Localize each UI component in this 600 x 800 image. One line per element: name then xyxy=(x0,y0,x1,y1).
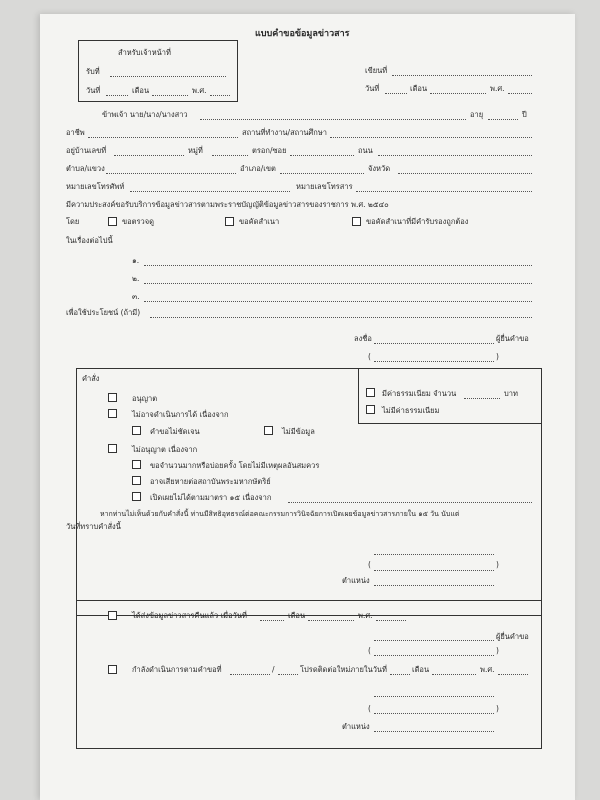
no-data-checkbox[interactable] xyxy=(264,426,273,435)
come-back-year-label: พ.ศ. xyxy=(480,665,495,674)
delivery-name-field[interactable] xyxy=(374,655,494,656)
staff-year-field[interactable] xyxy=(210,95,230,96)
reason2-label: อาจเสียหายต่อสถาบันพระมหากษัตริย์ xyxy=(150,477,271,486)
approve-checkbox[interactable] xyxy=(108,393,117,402)
reason3-field[interactable] xyxy=(288,502,532,503)
delivery-signature-field[interactable] xyxy=(374,640,494,641)
staff-received-no-field[interactable] xyxy=(110,76,226,77)
fax-label: หมายเลขโทรสาร xyxy=(296,182,353,191)
date-label: วันที่ xyxy=(365,84,380,93)
come-back-month-label: เดือน xyxy=(412,665,430,674)
staff-month-field[interactable] xyxy=(152,95,188,96)
cannot-proceed-checkbox[interactable] xyxy=(108,409,117,418)
appeal-text-line2: วันที่ทราบคำสั่งนี้ xyxy=(66,522,121,531)
delivery-paren-close: ) xyxy=(496,646,499,655)
tambon-field[interactable] xyxy=(106,173,236,174)
house-no-field[interactable] xyxy=(114,155,184,156)
officer-paren-open: ( xyxy=(368,560,371,569)
occupation-label: อาชีพ xyxy=(66,128,85,137)
staff-date-field[interactable] xyxy=(106,95,128,96)
officer-name-field[interactable] xyxy=(374,570,494,571)
appeal-text-line1: หากท่านไม่เห็นด้วยกับคำสั่งนี้ ท่านมีสิทธิอุทธรณ์ต่อคณะกรรมการวินิจฉัยการเปิดเผยข้อมูลข่าวสารภายใน ๑๕ วัน นับแต่ xyxy=(100,510,460,518)
cannot-proceed-label: ไม่อาจดำเนินการได้ เนื่องจาก xyxy=(132,410,229,419)
regarding-label: ในเรื่องต่อไปนี้ xyxy=(66,236,113,245)
item1-number: ๑. xyxy=(132,256,140,265)
copy-label: ขอคัดสำเนา xyxy=(239,217,280,226)
staff-date-label: วันที่ xyxy=(86,86,101,95)
year-label: พ.ศ. xyxy=(490,84,505,93)
use-for-field[interactable] xyxy=(150,317,532,318)
inspect-label: ขอตรวจดู xyxy=(122,217,155,226)
amphoe-label: อำเภอ/เขต xyxy=(240,164,276,173)
month-label: เดือน xyxy=(410,84,428,93)
applicant-label: ข้าพเจ้า นาย/นาง/นางสาว xyxy=(102,110,188,119)
applicant-name-field[interactable] xyxy=(200,119,466,120)
delivery-paren-open: ( xyxy=(368,646,371,655)
month-field[interactable] xyxy=(430,93,486,94)
certified-copy-checkbox[interactable] xyxy=(352,217,361,226)
by-label: โดย xyxy=(66,217,80,226)
come-back-date-field[interactable] xyxy=(390,674,410,675)
fee-unit: บาท xyxy=(504,389,518,398)
not-clear-checkbox[interactable] xyxy=(132,426,141,435)
officer-position-field[interactable] xyxy=(374,585,494,586)
inspect-checkbox[interactable] xyxy=(108,217,117,226)
age-field[interactable] xyxy=(488,119,518,120)
no-data-label: ไม่มีข้อมูล xyxy=(282,427,315,436)
moo-label: หมู่ที่ xyxy=(188,146,203,155)
no-fee-label: ไม่มีค่าธรรมเนียม xyxy=(382,406,440,415)
age-unit: ปี xyxy=(522,110,527,119)
province-label: จังหวัด xyxy=(368,164,391,173)
processing-signature-field[interactable] xyxy=(374,696,494,697)
road-field[interactable] xyxy=(378,155,532,156)
requester-name-field[interactable] xyxy=(374,361,494,362)
fee-checkbox[interactable] xyxy=(366,388,375,397)
sent-date-field[interactable] xyxy=(260,620,284,621)
request-year-field[interactable] xyxy=(278,674,298,675)
staff-received-no-label: รับที่ xyxy=(86,67,100,76)
reason2-checkbox[interactable] xyxy=(132,476,141,485)
come-back-label: โปรดติดต่อใหม่ภายในวันที่ xyxy=(300,665,387,674)
sent-year-label: พ.ศ. xyxy=(358,611,373,620)
written-at-label: เขียนที่ xyxy=(365,66,388,75)
processing-position-field[interactable] xyxy=(374,731,494,732)
copy-checkbox[interactable] xyxy=(225,217,234,226)
date-field[interactable] xyxy=(385,93,407,94)
staff-box-heading: สำหรับเจ้าหน้าที่ xyxy=(118,48,171,57)
reason3-checkbox[interactable] xyxy=(132,492,141,501)
sent-label: ได้ส่งข้อมูลข่าวสารคืนแล้ว เมื่อวันที่ xyxy=(132,611,247,620)
workplace-label: สถานที่ทำงาน/สถานศึกษา xyxy=(242,128,327,137)
form-paper xyxy=(40,14,575,800)
requester-label: ผู้ยื่นคำขอ xyxy=(496,334,529,343)
paren-close: ) xyxy=(496,352,499,361)
road-label: ถนน xyxy=(358,146,373,155)
item2-field[interactable] xyxy=(144,283,532,284)
phone-label: หมายเลขโทรศัพท์ xyxy=(66,182,125,191)
no-fee-checkbox[interactable] xyxy=(366,405,375,414)
come-back-year-field[interactable] xyxy=(498,674,528,675)
soi-label: ตรอก/ซอย xyxy=(252,146,287,155)
request-no-field[interactable] xyxy=(230,674,270,675)
section-divider xyxy=(76,600,542,601)
year-field[interactable] xyxy=(508,93,532,94)
fax-field[interactable] xyxy=(356,191,532,192)
signature-field[interactable] xyxy=(374,343,494,344)
certified-copy-label: ขอคัดสำเนาที่มีคำรับรองถูกต้อง xyxy=(366,217,469,226)
tambon-label: ตำบล/แขวง xyxy=(66,164,105,173)
staff-month-label: เดือน xyxy=(132,86,150,95)
sent-month-field[interactable] xyxy=(308,620,354,621)
processing-name-field[interactable] xyxy=(374,713,494,714)
request-no-slash: / xyxy=(272,665,275,674)
delivery-requester-label: ผู้ยื่นคำขอ xyxy=(496,632,529,641)
workplace-field[interactable] xyxy=(330,137,532,138)
processing-paren-close: ) xyxy=(496,704,499,713)
come-back-month-field[interactable] xyxy=(432,674,476,675)
sent-checkbox[interactable] xyxy=(108,611,117,620)
item3-field[interactable] xyxy=(144,301,532,302)
form-title: แบบคำขอข้อมูลข่าวสาร xyxy=(255,29,350,39)
processing-paren-open: ( xyxy=(368,704,371,713)
processing-checkbox[interactable] xyxy=(108,665,117,674)
age-label: อายุ xyxy=(470,110,484,119)
moo-field[interactable] xyxy=(212,155,248,156)
item3-number: ๓. xyxy=(132,292,140,301)
order-heading: คำสั่ง xyxy=(82,374,100,383)
phone-field[interactable] xyxy=(130,191,290,192)
use-for-label: เพื่อใช้ประโยชน์ (ถ้ามี) xyxy=(66,308,141,317)
not-clear-label: คำขอไม่ชัดเจน xyxy=(150,427,200,436)
not-approve-label: ไม่อนุญาต เนื่องจาก xyxy=(132,445,198,454)
written-at-field[interactable] xyxy=(392,75,532,76)
processing-position-label: ตำแหน่ง xyxy=(342,722,370,731)
amphoe-field[interactable] xyxy=(280,173,364,174)
purpose-text: มีความประสงค์ขอรับบริการข้อมูลข่าวสารตามพระราชบัญญัติข้อมูลข่าวสารของราชการ พ.ศ. ๒๕๔๐ xyxy=(66,200,389,209)
reason3-label: เปิดเผยไม่ได้ตามมาตรา ๑๕ เนื่องจาก xyxy=(150,493,272,502)
signature-label: ลงชื่อ xyxy=(354,334,372,343)
paren-open: ( xyxy=(368,352,371,361)
not-approve-checkbox[interactable] xyxy=(108,444,117,453)
sent-month-label: เดือน xyxy=(288,611,306,620)
approve-label: อนุญาต xyxy=(132,394,158,403)
fee-amount-field[interactable] xyxy=(464,398,500,399)
officer-paren-close: ) xyxy=(496,560,499,569)
sent-year-field[interactable] xyxy=(376,620,406,621)
officer-position-label: ตำแหน่ง xyxy=(342,576,370,585)
officer-signature-field[interactable] xyxy=(374,554,494,555)
processing-label: กำลังดำเนินการตามคำขอที่ xyxy=(132,665,222,674)
item1-field[interactable] xyxy=(144,265,532,266)
reason1-checkbox[interactable] xyxy=(132,460,141,469)
reason1-label: ขอจำนวนมากหรือบ่อยครั้ง โดยไม่มีเหตุผลอันสมควร xyxy=(150,461,320,470)
occupation-field[interactable] xyxy=(88,137,238,138)
fee-label: มีค่าธรรมเนียม จำนวน xyxy=(382,389,457,398)
item2-number: ๒. xyxy=(132,274,140,283)
soi-field[interactable] xyxy=(290,155,354,156)
house-no-label: อยู่บ้านเลขที่ xyxy=(66,146,107,155)
province-field[interactable] xyxy=(398,173,532,174)
staff-year-label: พ.ศ. xyxy=(192,86,207,95)
